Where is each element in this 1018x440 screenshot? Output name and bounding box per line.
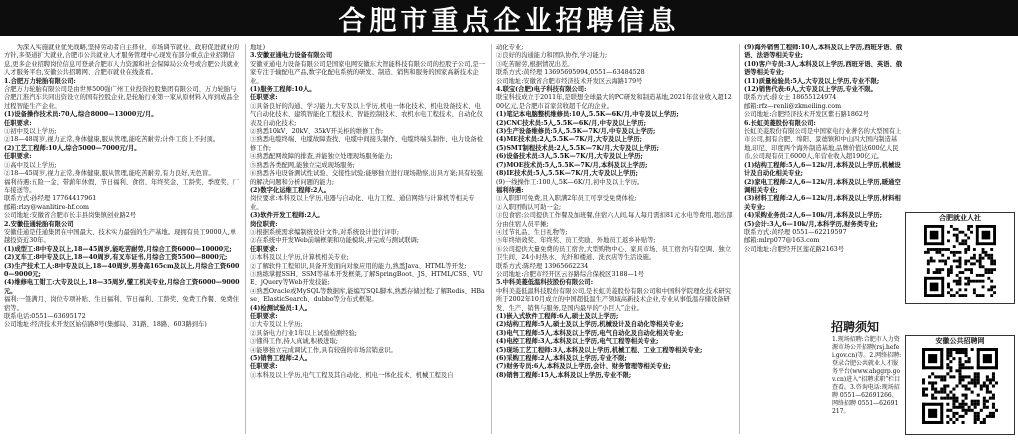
job-item: (2)工艺工程师:10人,综合5000—7000元/月。 <box>4 144 141 152</box>
company-heading: 1.合肥万力轮胎有限公司: <box>4 77 76 85</box>
body-text: 公司地址:合肥经开区莲花路2163号 <box>744 245 845 253</box>
body-text: (9)一线操作工:100人,5K—6K/月,初中及以上学历。 <box>496 178 644 186</box>
job-item: 任职要求: <box>250 363 278 371</box>
body-text: ②了解软件工程知识,具备开发面向对象应用的能力,熟悉Java、HTML等开发; <box>250 262 467 270</box>
body-text: 联宝科技成立于2011年,是联想全球最大的PC研发和制造基地,2021年营业收入超1200亿元,是合肥市首家营收超千亿的企业。 <box>496 94 732 110</box>
qr-code-icon <box>922 348 998 424</box>
qr-caption-1: 合肥就业人社 <box>939 213 981 222</box>
body-text: ③熟练掌握SSH、SSM等基本开发框架,了解SpringBoot、JS、HTML/CSS、VUE、jQuery等Web开发技能; <box>250 270 483 287</box>
body-text: ②熟悉10kV、20kV、35kV开关柜的维修工作; <box>250 128 384 136</box>
job-item: 岗位职责: <box>250 220 278 228</box>
job-item: (7)MOE技术员:5人,5.5K—7K/月,本科及以上学历; <box>496 161 648 169</box>
body-text: 联系方式:陈经理 13965662234 <box>496 262 589 270</box>
job-item: (4)采购业务员:2人,6—10k/月,本科及以上学历; <box>744 212 883 220</box>
job-item: (8)销售工程师:15人,本科及以上学历,专业不限; <box>496 371 632 379</box>
body-text: ④能够独立完成调试工作,具有较强的市场营销意识。 <box>250 346 397 354</box>
job-item: (1)嵌入式软件工程师:6人,硕士及以上学历; <box>496 313 619 320</box>
column-1 <box>4 44 240 440</box>
body-text: 公司地址:合肥经济技术开发区紫石路1862号 <box>744 111 870 119</box>
body-text: ③懂得工作,持人真诚,积极进取; <box>250 338 338 346</box>
job-item: (9)海外销售工程师:10人,本科及以上学历,西班牙语、俄语、法语等相关专业; <box>744 44 903 60</box>
job-item: (8)IE技术员:5人,5.5K—7K/月,大专及以上学历; <box>496 170 638 178</box>
column-2 <box>250 44 486 440</box>
body-text: 联系方式:薛女士 18655124974 <box>744 94 837 102</box>
company-heading: 6.长虹美菱股份有限公司: <box>744 119 816 127</box>
body-text: 邮箱:rfz—renli@zkmeiling.com <box>744 102 842 110</box>
body-text: 联系方式:黄经理 0551—62219597 <box>744 228 847 236</box>
job-item: (3)生产技术工人:8中专及以上,18—40周岁,男身高165cm及以上,月综合工资6000—9000元; <box>4 262 240 278</box>
body-text: ②18—45周岁,视力正常,身体健康,服从管理,能吃苦耐劳,有力良好,无色盲。 <box>4 170 215 178</box>
job-item: (2)叉车工:8中专及以上,18—40周岁,有叉车证书,月综合工资5500—8000元; <box>4 254 228 262</box>
body-text: 联系方式:黄经理 13695695994,0551—63484528 <box>496 69 645 77</box>
job-item: 任职要求: <box>250 245 278 253</box>
body-text: 邮箱:mlrp077@163.com <box>744 237 820 245</box>
job-item: 任职要求: <box>250 313 278 320</box>
body-text: 联系电话:0551—63695172 <box>4 313 86 320</box>
job-item: (2)数字化运维工程师:2人。 <box>250 186 331 194</box>
company-heading: 5.中科美菱低温科技股份有限公司: <box>496 279 594 287</box>
job-item: (1)设备操作技术员:70人,综合8000—13000元/月。 <box>4 111 158 119</box>
job-item: (1)笔记本电脑整机维修员:10人,5.5K—6K/月,中专及以上学历; <box>496 111 679 119</box>
column-3 <box>496 44 734 440</box>
job-item: (5)SMT制程技术员:2人,5.5K—7K/月,大专及以上学历; <box>496 144 659 152</box>
body-text: ②具备电力行业1年以上试验检测经验; <box>250 329 357 337</box>
recruitment-notice-text: 1.现场招聘:合肥市人力资源市场公开招聘(rsj.hefei.gov.cn)等。2.网络招聘:登录合肥公共就业人才服务平台(www.ahggrp.gov.cn)进入“招聘求职”栏目查看。3.咨询电话:现场招聘 0551—62691266、网络招聘 0551—62691217。 <box>832 336 902 415</box>
job-item: (2)CNC技术员:5人,5.5K—6K/月,中专及以上学历; <box>496 119 646 127</box>
body-text: 地址) <box>250 44 266 51</box>
body-text: 福利:一签满月、岗位专项补贴、生日福利、节日福利、工龄奖、免费工作餐、免费住宿等。 <box>4 296 240 312</box>
body-text: 邮箱:rlzy@wanlitire-hf.com <box>4 203 89 211</box>
body-text: ④熟悉Oracle或MySQL等数据库,能编写SQL脚本,熟悉存储过程;了解Redis、HBase、ElasticSearch、dubbo等分布式框架。 <box>250 287 485 304</box>
body-text: 联系方式:孙经理 17764417961 <box>4 195 97 203</box>
company-heading: 3.安徽亚通电力设备有限公司 <box>250 52 333 60</box>
job-item: (5)现场工艺工程师:3人,本科及以上学历,机械工程、工业工程等相关专业; <box>496 346 703 354</box>
body-text: 安徽佳通是佳通集团在中国最大、技术实力最强的生产基地。现拥有员工9000人,单越投资近30年。 <box>4 228 237 245</box>
job-item: (4)检测试验员:1人。 <box>250 304 312 312</box>
job-item: (3)软件开发工程师:2人。 <box>250 212 324 220</box>
body-text: ②18—48周岁,视力正常,身体健康,服从管理,能吃苦耐劳;计件工资上不封顶。 <box>4 136 220 144</box>
qr-caption-2: 安徽公共招聘网 <box>935 336 985 345</box>
body-text: ①根据系统需求编制统设计文件,对系统设计进行评审; <box>250 228 399 236</box>
body-text: ②入职团购认可助一金; <box>496 203 562 211</box>
job-item: (10)客户专员:3人,本科及以上学历,西班牙语、英语、俄语等相关专业; <box>744 60 903 77</box>
job-item: 任职要求: <box>250 94 278 102</box>
body-text: 公司地址:安徽省合肥市经济技术开发区云海路179号 <box>496 77 643 85</box>
qr-code-box-1 <box>905 212 1015 304</box>
body-text: ①初中及以上学历; <box>4 128 57 136</box>
job-item: (6)设备技术员:3人,5.5K—7K/月,大专及以上学历; <box>496 153 643 161</box>
job-item: (11)质量检验员:5人,大专及以上学历,专业不限; <box>744 77 880 85</box>
job-item: (3)生产设备维修员:5人,5.5K—7K/月,中专及以上学历; <box>496 128 656 136</box>
job-item: (2)家电工程师:2人,6—12k/月,本科及以上学历,暖通空调相关专业; <box>744 178 901 194</box>
job-item: (1)成型工:8中专及以上,18—45周岁,能吃苦耐劳,月综合工资6000—10000元; <box>4 245 232 253</box>
job-item: (4)电控工程师:3人,本科及以上学历,电气工程等相关专业; <box>496 338 659 346</box>
job-item: (2)结构工程师:5人,硕士及以上学历,机械设计及自动化等相关专业; <box>496 321 684 329</box>
body-text: 长虹美菱股份有限公司是中国家电行业著名的大型国有上市公司,拥有合肥、绵阳、景德镇和中山四大国内制造基地,印尼、印度两个海外制造基地,品牌价值达600亿人民币,公司现有员工6000人,年营业收入超190亿元。 <box>744 128 902 161</box>
body-text: ③熟悉电缆终端、电缆故障查找、电缆中间接头制作、电缆终端头制作、电力设备检修工作; <box>250 136 483 152</box>
page-title: 合肥市重点企业招聘信息 <box>338 5 680 37</box>
body-text: ⑥熟悉各电设备测试性试验、交接性试验;能够独立进行现场勘察,出具方案;具有较强的解决问题和分析问题的能力; <box>250 170 483 186</box>
body-text: ⑤年终绩效奖、年终奖、员工奖励、外地员工返乡补贴等; <box>496 237 656 245</box>
body-text: ①具备良好的沟通、学习能力,大专及以上学历,机电一体化技术、机电设备技术、电气自动化技术、建筑智能化工程技术、智能控制技术、农机水电工程技术、自动化仪表及自动化技术; <box>250 102 483 127</box>
body-text: ④过节礼品、生日礼物等; <box>496 228 568 236</box>
job-item: (7)财务专员:6人,本科及以上学历,会计、财务管理等相关专业; <box>496 363 671 371</box>
job-item: 任职要求: <box>4 153 32 161</box>
body-text: ⑥公司提供大量免费的员工宿舍,大型购物中心、家具市场、员工宿舍内有空调、独立卫生间、24小时热水、光纤和楼道、洗衣店等生活设施。 <box>496 245 731 262</box>
body-text: 公司地址:安徽省合肥市长丰县岗集镇创业路2号 <box>4 212 137 220</box>
body-text: 岗位要求:本科及以上学历,电器与自动化、电力工程、通信网络与计算机等相关专业。 <box>250 195 475 211</box>
body-text: 公司地址:合肥市经开区云谷路综合保税区3188—1号 <box>496 270 645 278</box>
body-text: 为深入实施就业优先战略,坚持劳动者自主择业、市场调节就业、政府促进就业的方针,多渠道扩大就业,合肥市公共就业人才服务管理中心现发布部分重点企业招聘信息,更多企业招聘岗位信息可登录合肥市人力资源和社会保障局公众号或合肥公共就业人才服务平台,安徽公共招聘网、合肥市就业在线查看。 <box>4 44 239 77</box>
body-text: 动化专业; <box>496 44 524 51</box>
body-text: ④熟悉配网故障的排查,并能独立处理现场服务能力; <box>250 153 393 161</box>
job-item: (6)采购工程师:2人,本科及以上学历,专业不限; <box>496 355 627 363</box>
recruitment-notice-title: 招聘须知 <box>830 320 879 334</box>
body-text: ②良好的沟通能力和团队协作,学习能力; <box>496 52 608 60</box>
body-text: ①入职即可免费,且入职满2年员工可享受免费体检; <box>496 195 637 203</box>
company-heading: 2.安徽佳通轮胎有限公司 <box>4 220 74 228</box>
job-item: (1)结构工程师:5人,6—12k/月,本科及以上学历,机械设计及自动化相关专业; <box>744 161 901 178</box>
company-heading: 4.联宝(合肥)电子科技有限公司: <box>496 86 587 94</box>
body-text: ⑤熟悉各类配网,能独立完成现场服务; <box>250 161 355 169</box>
body-text: ①本科及以上学历,计算机相关专业; <box>250 254 349 262</box>
body-text: ②在系统中开发Web前端框架和功能模块,并完成与测试联调; <box>250 237 419 245</box>
body-text: ①高中及以上学历; <box>4 161 57 169</box>
body-text: ①本科及以上学历,电气工程及其自动化、机电一体化技术、机械工程及自 <box>250 371 454 379</box>
job-item: (4)ME技术员:2人,5.5K—7K/月,大专及以上学历; <box>496 136 642 144</box>
job-item: (3)电气工程师:5人,本科及以上学历,电气自动化及自动化相关专业; <box>496 329 684 337</box>
body-text: 中科美菱低温科技股份有限公司,是长虹美菱股份有限公司和中国科学院理化技术研究所于2002年10月成立的中国超低温生产领域高新技术企业,专业从事低温存储设备研发、生产、销售与服务,是国内最早的“小巨人”企业。 <box>496 287 731 312</box>
body-text: ③吃苦耐劳,根据情况出差。 <box>496 60 574 68</box>
job-item: 福利待遇: <box>496 186 524 194</box>
body-text: 安徽亚通电力设备有限公司是国家电网安徽东大智能科技有限公司的控股子公司,是一家专注于输配电产品,数字化配电系统的研发、制造、销售和服务的国家高新技术企业。 <box>250 60 485 85</box>
job-item: (12)销售代表:6人,大专及以上学历,专业不限。 <box>744 86 877 94</box>
body-text: ③包食宿:公司提供工作餐及加班餐,住宿六人间,每人每月需扣81元水电等费用,超出部分由住宿人员平摊; <box>496 212 733 228</box>
body-text: 公司地址:经济技术开发区始信路8号(集邮局、31路、18路、603路到车) <box>4 321 207 329</box>
qr-code-icon <box>924 225 996 297</box>
job-item: (5)销售工程师:2人。 <box>250 355 312 363</box>
header-banner <box>0 0 1018 36</box>
job-item: (1)服务工程师:10人。 <box>250 86 316 94</box>
body-text: ①大专及以上学历; <box>250 321 303 329</box>
qr-code-box-2 <box>905 335 1015 435</box>
job-item: (4)维修电工钳工:大专及以上,18—35周岁,懂工机关专业,月综合工资6000—9000元。 <box>4 279 240 295</box>
job-item: (5)会计:3人,6—10k/月,本科学历,财务类专业; <box>744 220 878 228</box>
job-item: (3)材料工程师:2人,6—12k/月,本科及以上学历,材料相关专业; <box>744 195 901 211</box>
job-item: 任职要求: <box>4 119 32 127</box>
body-text: 合肥万力轮胎有限公司是由世界500强广州工业投资控股集团有限公司、万力轮胎与合肥江淮汽车共同出资设立的国有控股企业,是轮胎行业第一家从原材料入库到成品全过程智能生产企业。 <box>4 86 239 110</box>
body-text: 福利待遇:五险一金、带薪年休假、节日福利、食宿、年终奖金、工龄奖、季度奖、厂车接送等。 <box>4 178 240 194</box>
